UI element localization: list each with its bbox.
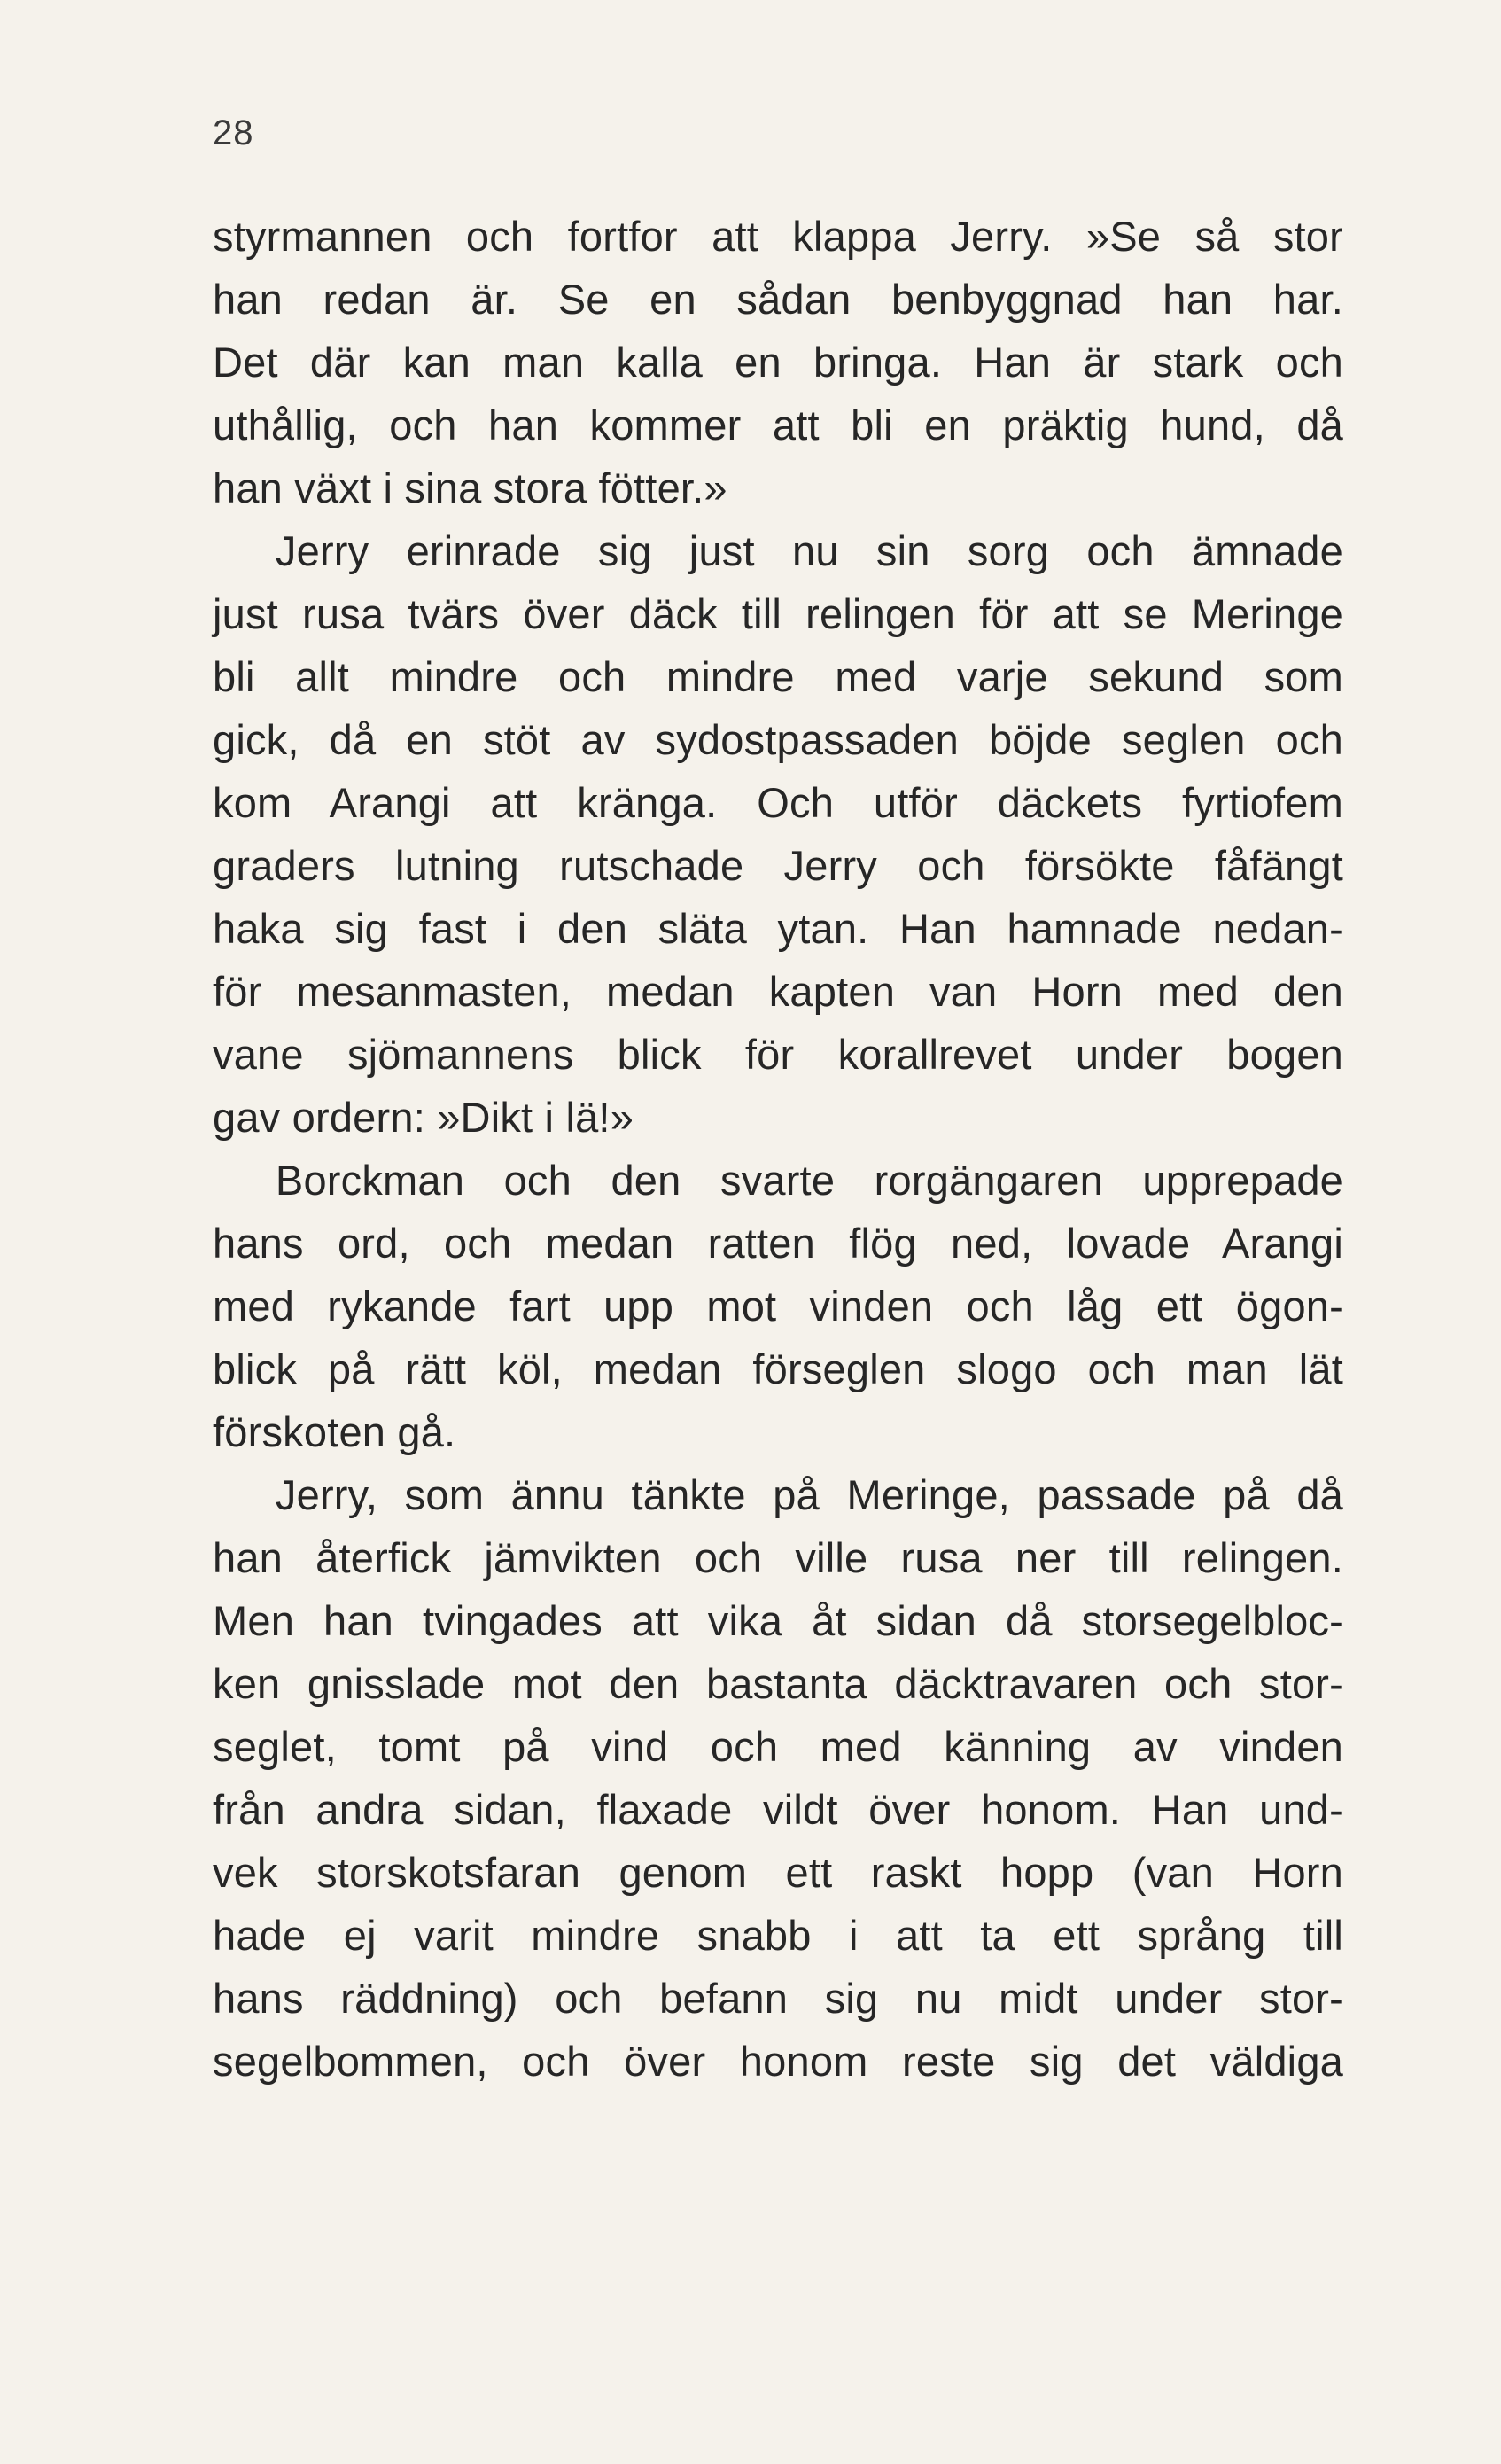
page-number: 28 <box>213 113 254 152</box>
text-line: gick, då en stöt av sydostpassaden böjde seglen och <box>213 716 1343 763</box>
text-line: Det där kan man kalla en bringa. Han är stark och <box>213 339 1343 386</box>
text-line: Jerry, som ännu tänkte på Meringe, passade på då <box>213 1471 1343 1518</box>
text-line: kom Arangi att kränga. Och utför däckets fyrtiofem <box>213 779 1343 826</box>
text-line: bli allt mindre och mindre med varje sekund som <box>213 653 1343 700</box>
text-line: segelbommen, och över honom reste sig det väldiga <box>213 2038 1343 2085</box>
text-line: förskoten gå. <box>213 1408 456 1455</box>
text-line: ken gnisslade mot den bastanta däcktravaren och stor- <box>213 1660 1343 1707</box>
text-line: graders lutning rutschade Jerry och försökte fåfängt <box>213 842 1343 889</box>
text-line: hade ej varit mindre snabb i att ta ett språng till <box>213 1912 1343 1959</box>
text-line: hans ord, och medan ratten flög ned, lovade Arangi <box>213 1220 1343 1267</box>
text-line: blick på rätt köl, medan förseglen slogo och man lät <box>213 1345 1343 1392</box>
text-line: styrmannen och fortfor att klappa Jerry. »Se så stor <box>213 213 1343 260</box>
text-line: Borckman och den svarte rorgängaren upprepade <box>213 1157 1343 1204</box>
text-line: med rykande fart upp mot vinden och låg ett ögon- <box>213 1283 1343 1329</box>
body-text <box>213 205 1343 2093</box>
text-line: för mesanmasten, medan kapten van Horn med den <box>213 968 1343 1015</box>
text-line: haka sig fast i den släta ytan. Han hamnade nedan- <box>213 905 1343 952</box>
text-line: han återfick jämvikten och ville rusa ner till relingen. <box>213 1534 1343 1581</box>
text-line: gav ordern: »Dikt i lä!» <box>213 1094 634 1141</box>
text-line: uthållig, och han kommer att bli en präktig hund, då <box>213 402 1343 448</box>
text-line: Jerry erinrade sig just nu sin sorg och ämnade <box>213 527 1343 574</box>
text-line: han växt i sina stora fötter.» <box>213 464 727 511</box>
text-line: just rusa tvärs över däck till relingen för att se Meringe <box>213 590 1343 637</box>
text-line: vek storskotsfaran genom ett raskt hopp (van Horn <box>213 1849 1343 1896</box>
text-line: från andra sidan, flaxade vildt över honom. Han und- <box>213 1786 1343 1833</box>
text-line: hans räddning) och befann sig nu midt under stor- <box>213 1975 1343 2022</box>
text-line: vane sjömannens blick för korallrevet under bogen <box>213 1031 1343 1078</box>
text-line: han redan är. Se en sådan benbyggnad han har. <box>213 276 1343 323</box>
text-line: Men han tvingades att vika åt sidan då storsegelbloc- <box>213 1597 1343 1644</box>
text-line: seglet, tomt på vind och med känning av vinden <box>213 1723 1343 1770</box>
